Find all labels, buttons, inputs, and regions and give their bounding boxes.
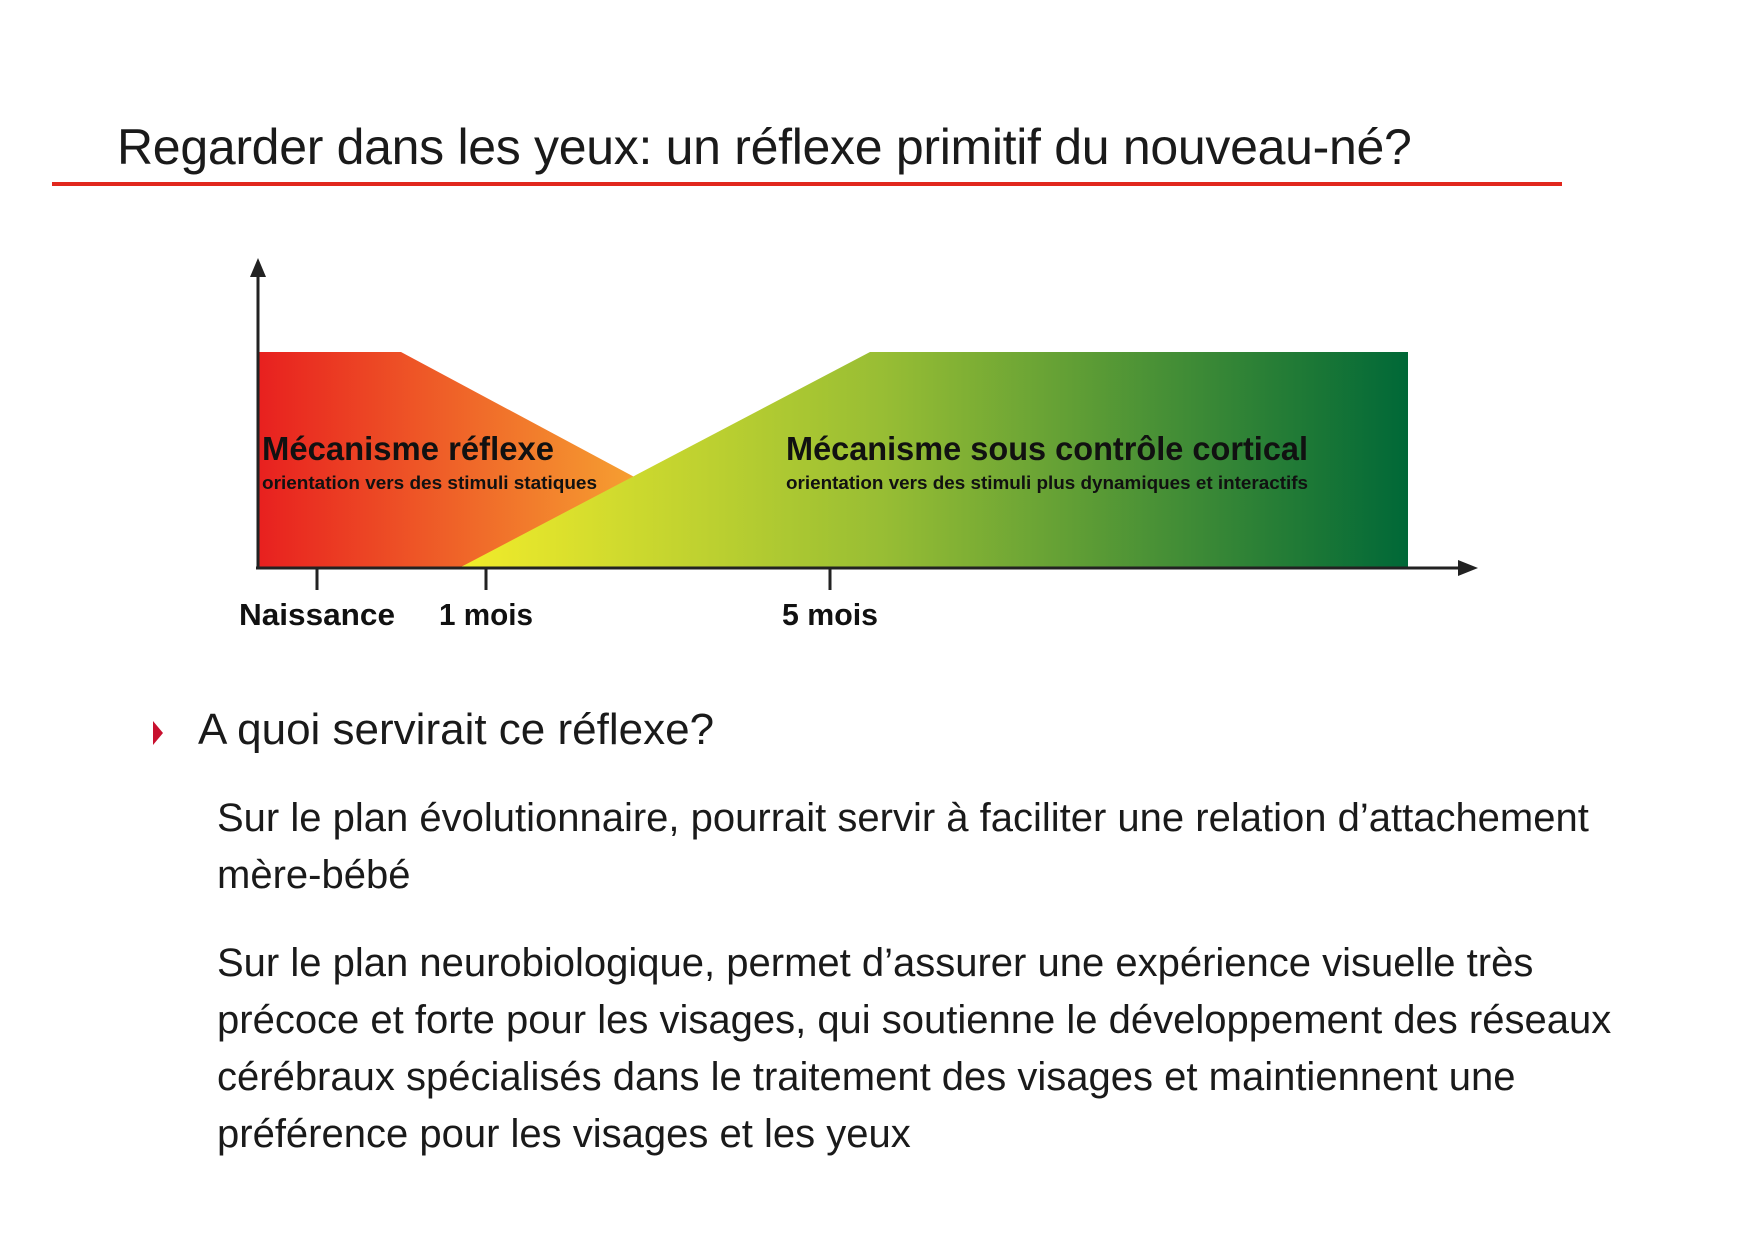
paragraph-evolutionary: Sur le plan évolutionnaire, pourrait servir à faciliter une relation d’attachement mère-bébé <box>217 796 1589 897</box>
page-title: Regarder dans les yeux: un réflexe primitif du nouveau-né? <box>117 119 1412 175</box>
tick-label-5-mois: 5 mois <box>782 597 878 632</box>
cortical-subtitle: orientation vers des stimuli plus dynamiques et interactifs <box>786 473 1308 493</box>
reflex-subtitle: orientation vers des stimuli statiques <box>262 473 597 493</box>
tick-label-1-mois: 1 mois <box>439 597 533 632</box>
y-axis-arrow-icon <box>250 258 266 277</box>
tick-label-naissance: Naissance <box>239 597 395 632</box>
triangle-right-icon <box>153 721 163 745</box>
reflex-title: Mécanisme réflexe <box>262 430 554 467</box>
cortical-title: Mécanisme sous contrôle cortical <box>786 430 1308 467</box>
paragraph-neurobiological: Sur le plan neurobiologique, permet d’assurer une expérience visuelle très précoce et forte pour les visages, qui soutienne le développement des réseaux cérébraux spécialisés dans le traitement des visages et maintiennent une préférence pour les visages et les yeux <box>217 941 1612 1156</box>
x-axis-arrow-icon <box>1458 560 1478 576</box>
bullet-question: A quoi servirait ce réflexe? <box>198 705 715 754</box>
